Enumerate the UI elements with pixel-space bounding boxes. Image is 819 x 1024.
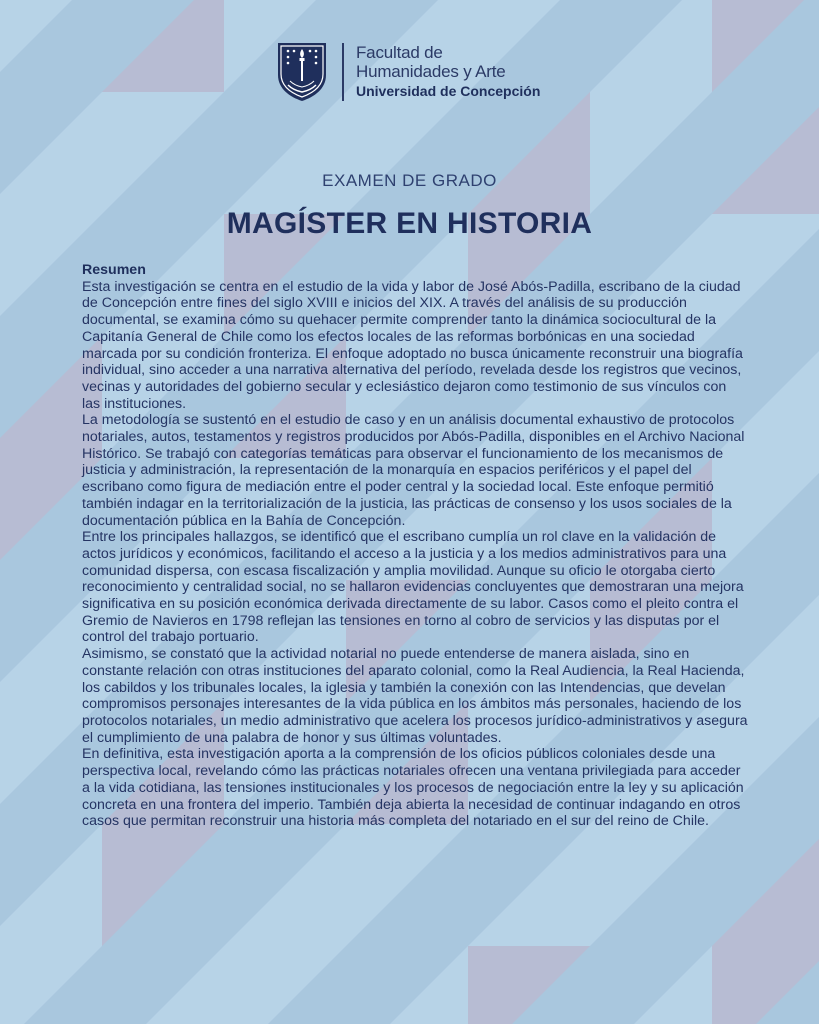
abstract-paragraph: En definitiva, esta investigación aporta a la comprensión de los oficios públicos coloniales desde una perspectiva local, revelando cómo las prácticas notariales ofrecen una ventana privilegiada para acceder a la vida cotidiana, las tensiones institucionales y los procesos de negociación entre la ley y su aplicación concreta en una frontera del imperio. También deja abierta la necesidad de continuar indagando en otros casos que permitan reconstruir una historia más completa del notariado en el sur del reino de Chile. <box>82 746 744 830</box>
program-title: MAGÍSTER EN HISTORIA <box>226 207 593 240</box>
abstract-paragraph: Entre los principales hallazgos, se identificó que el escribano cumplía un rol clave en la validación de actos jurídicos y económicos, facilitando el acceso a la justicia y a los medios administrativos para una comunidad dispersa, con escasa fiscalización y amplia movilidad. Aunque su oficio le otorgaba cierto reconocimiento y centralidad social, no se hallaron evidencias concluyentes que demostraran una mejora significativa en su posición económica derivada directamente de su labor. Casos como el pleito contra el Gremio de Navieros en 1798 reflejan las tensiones en torno al cobro de servicios y las disputas por el control del trabajo portuario. <box>82 529 744 646</box>
university-name: Universidad de Concepción <box>356 83 541 99</box>
abstract-paragraph: Asimismo, se constató que la actividad notarial no puede entenderse de manera aislada, sino en constante relación con otras instituciones del aparato colonial, como la Real Audiencia, la Real Hacienda, los cabildos y los tribunales locales, la iglesia y también la conexión con las Intendencias, que develan compromisos personajes interesantes de la vida pública en los ámbitos más personales, haciendo de los protocolos notariales, un medio administrativo que acelera los procesos jurídico-administrativos y asegura el cumplimiento de una palabra de honor y sus últimas voluntades. <box>82 646 748 746</box>
exam-label: EXAMEN DE GRADO <box>322 171 497 190</box>
institution-logo <box>276 40 540 104</box>
abstract <box>82 262 748 830</box>
faculty-name-line1: Facultad de <box>356 43 443 62</box>
logo-divider <box>342 43 344 101</box>
faculty-name-line2: Humanidades y Arte <box>356 62 506 81</box>
abstract-heading: Resumen <box>82 262 146 278</box>
abstract-paragraph: La metodología se sustentó en el estudio de caso y en un análisis documental exhaustivo de protocolos notariales, autos, testamentos y registros producidos por Abós-Padilla, disponibles en el Archivo Nacional Histórico. Se trabajó con categorías temáticas para observar el funcionamiento de los mecanismos de justicia y administración, la representación de la monarquía en espacios periféricos y el papel del escribano como figura de mediación entre el poder central y la sociedad local. Este enfoque permitió también indagar en la territorialización de la justicia, las prácticas de consenso y los usos sociales de la documentación pública en la Bahía de Concepción. <box>82 412 745 529</box>
university-shield-icon <box>276 41 328 103</box>
abstract-paragraph: Esta investigación se centra en el estudio de la vida y labor de José Abós-Padilla, escribano de la ciudad de Concepción entre fines del siglo XVIII e inicios del XIX. A través del análisis de su producción documental, se examina cómo su quehacer permite comprender tanto la dinámica sociocultural de la Capitanía General de Chile como los efectos locales de las reformas borbónicas en una sociedad marcada por su condición fronteriza. El enfoque adoptado no busca únicamente reconstruir una biografía individual, sino acceder a una narrativa alternativa del período, revelada desde los registros que vecinos, vecinas y autoridades del gobierno secular y eclesiástico dejaron como testimonio de sus vínculos con las instituciones. <box>82 278 743 412</box>
institution-name <box>356 43 540 101</box>
